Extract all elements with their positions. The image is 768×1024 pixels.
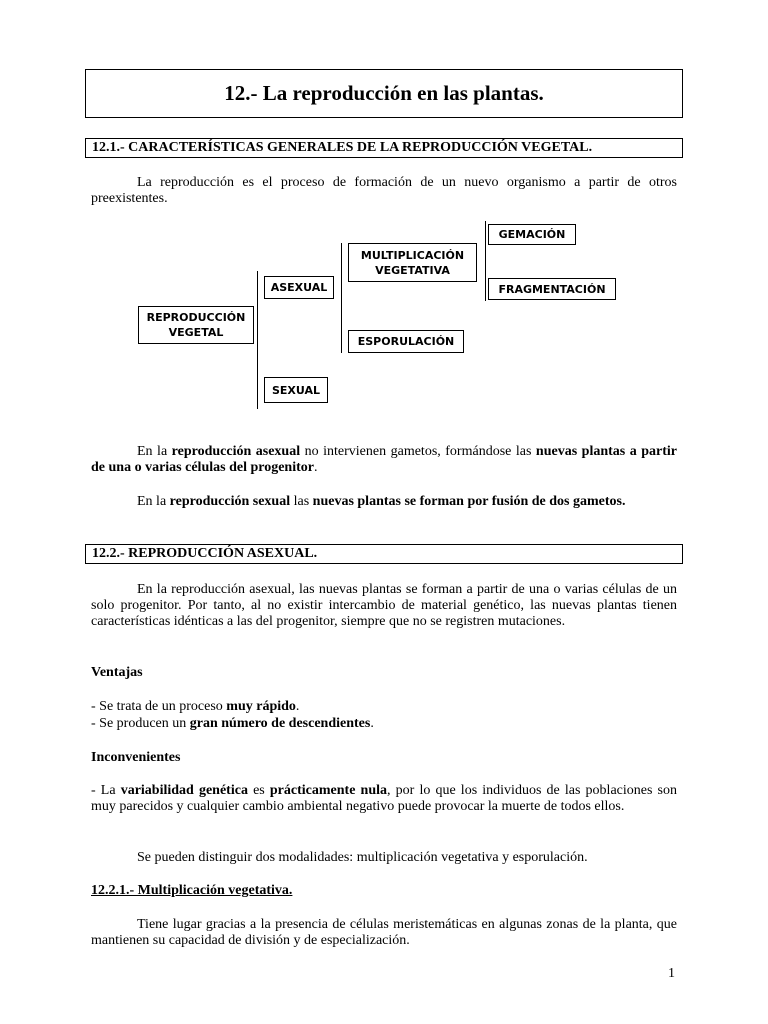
page-title: 12.- La reproducción en las plantas. <box>85 69 683 118</box>
text-run: las <box>290 494 313 509</box>
text-run: . <box>370 716 374 731</box>
bold-term: prácticamente nula <box>269 783 388 798</box>
diagram-asexual-box: ASEXUAL <box>264 276 334 299</box>
diagram-multiplicacion-box: MULTIPLICACIÓN VEGETATIVA <box>348 243 477 282</box>
text-run: . <box>313 460 318 475</box>
asexual-summary-paragraph <box>91 444 677 476</box>
diagram-bracket-2 <box>341 243 342 353</box>
multiplicacion-paragraph: Tiene lugar gracias a la presencia de células meristemáticas en algunas zonas de la planta, que mantienen su capacidad de división y de especialización. <box>91 917 677 948</box>
bold-term: gran número de descendientes <box>189 716 371 731</box>
text-run: En la <box>137 494 170 509</box>
diagram-bracket-1 <box>257 271 258 409</box>
section-heading-1: 12.1.- CARACTERÍSTICAS GENERALES DE LA REPRODUCCIÓN VEGETAL. <box>85 138 683 158</box>
ventajas-item-2 <box>91 716 677 732</box>
bold-term: reproducción sexual <box>169 494 291 509</box>
bold-term: variabilidad genética <box>120 783 248 798</box>
intro-paragraph: La reproducción es el proceso de formación de un nuevo organismo a partir de otros preexistentes. <box>91 175 677 206</box>
asexual-intro-paragraph: En la reproducción asexual, las nuevas plantas se forman a partir de una o varias células de un solo progenitor. Por tanto, al no existir intercambio de material genético, las nuevas plantas tienen características idénticas a las del progenitor, siempre que no se registren mutaciones. <box>91 582 677 629</box>
sexual-summary-paragraph <box>91 494 677 510</box>
bold-term: reproducción asexual <box>171 444 301 459</box>
bold-term: nuevas plantas se forman por fusión de dos gametos. <box>312 494 626 509</box>
diagram-gemacion-box: GEMACIÓN <box>488 224 576 245</box>
diagram-bracket-3 <box>485 221 486 301</box>
inconvenientes-paragraph <box>91 783 677 815</box>
diagram-root-box: REPRODUCCIÓN VEGETAL <box>138 306 254 344</box>
ventajas-item-1 <box>91 699 677 715</box>
page-number: 1 <box>668 966 675 981</box>
section-heading-2-2-1: 12.2.1.- Multiplicación vegetativa. <box>91 883 293 898</box>
diagram-esporulacion-box: ESPORULACIÓN <box>348 330 464 353</box>
inconvenientes-heading: Inconvenientes <box>91 750 181 765</box>
text-run: . <box>295 699 300 714</box>
text-run: no intervienen gametos, formándose las <box>300 444 536 459</box>
text-run: - Se producen un <box>91 716 190 731</box>
text-run: - La <box>91 783 121 798</box>
diagram-fragmentacion-box: FRAGMENTACIÓN <box>488 278 616 300</box>
text-run: , por lo que los individuos de las poblaciones son muy parecidos y cualquier cambio ambiental negativo puede provocar la muerte de todos ellos. <box>91 783 678 814</box>
bold-term: nuevas plantas a partir de una o varias células del progenitor <box>91 444 678 475</box>
ventajas-heading: Ventajas <box>91 665 143 680</box>
modalidades-paragraph: Se pueden distinguir dos modalidades: multiplicación vegetativa y esporulación. <box>137 850 588 865</box>
text-run: es <box>247 783 270 798</box>
text-run: - Se trata de un proceso <box>91 699 227 714</box>
text-run: En la <box>137 444 172 459</box>
section-heading-2: 12.2.- REPRODUCCIÓN ASEXUAL. <box>85 544 683 564</box>
bold-term: muy rápido <box>226 699 296 714</box>
diagram-sexual-box: SEXUAL <box>264 377 328 403</box>
